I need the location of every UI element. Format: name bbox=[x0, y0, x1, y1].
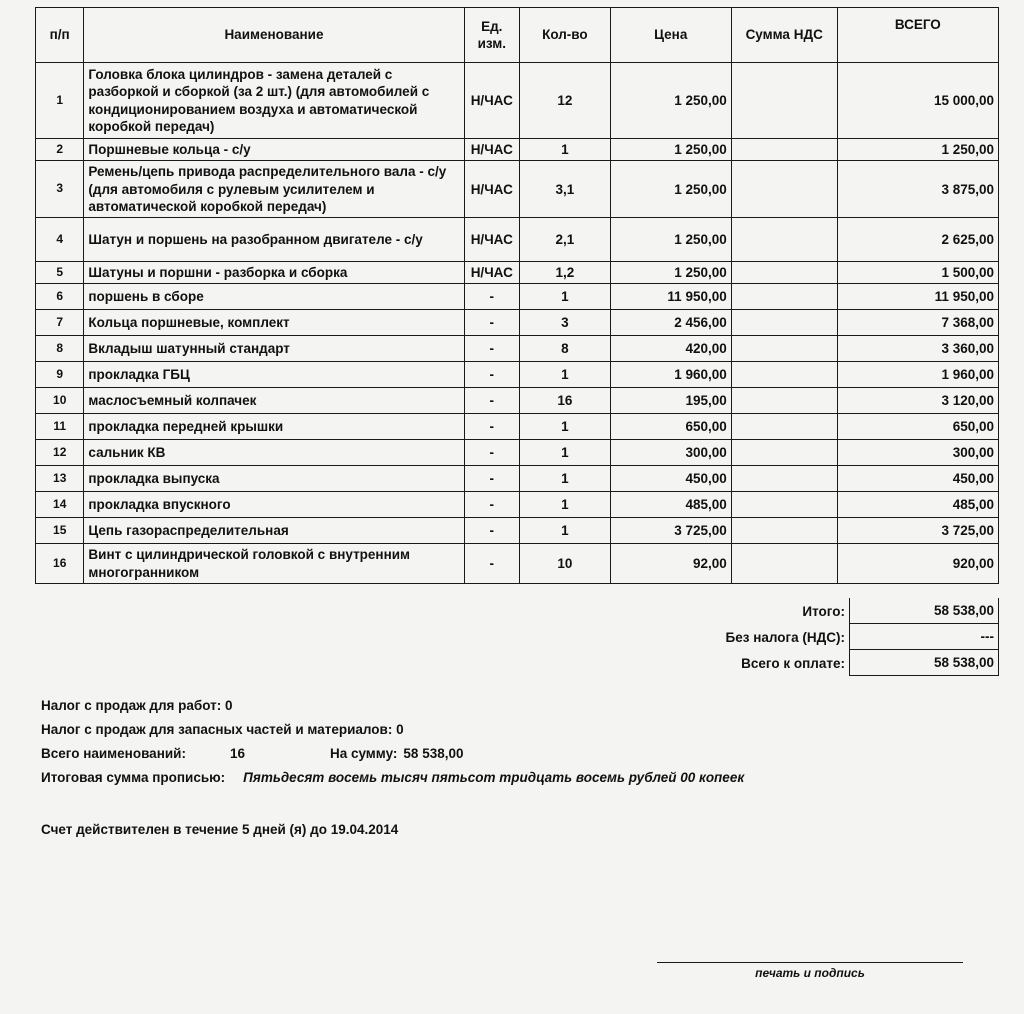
header-unit: Ед. изм. bbox=[464, 8, 519, 63]
row-num: 16 bbox=[36, 544, 84, 584]
row-unit: - bbox=[464, 310, 519, 336]
row-unit: - bbox=[464, 466, 519, 492]
row-vat bbox=[731, 466, 837, 492]
row-num: 7 bbox=[36, 310, 84, 336]
row-num: 4 bbox=[36, 218, 84, 262]
row-total: 300,00 bbox=[837, 440, 998, 466]
items-count-line bbox=[41, 742, 744, 766]
table-row bbox=[36, 362, 999, 388]
row-name: прокладка передней крышки bbox=[84, 414, 464, 440]
row-vat bbox=[731, 518, 837, 544]
row-num: 3 bbox=[36, 161, 84, 218]
row-qty: 1 bbox=[520, 414, 611, 440]
row-num: 2 bbox=[36, 139, 84, 161]
sum-in-words-line bbox=[41, 766, 744, 790]
row-name: прокладка ГБЦ bbox=[84, 362, 464, 388]
grand-total-value: 58 538,00 bbox=[849, 650, 999, 676]
subtotal-label: Итого: bbox=[802, 603, 845, 619]
row-price: 2 456,00 bbox=[610, 310, 731, 336]
header-vat: Сумма НДС bbox=[731, 8, 837, 63]
table-row bbox=[36, 440, 999, 466]
table-row bbox=[36, 262, 999, 284]
header-qty: Кол-во bbox=[520, 8, 611, 63]
tax-value: --- bbox=[849, 624, 999, 650]
row-qty: 10 bbox=[520, 544, 611, 584]
row-price: 450,00 bbox=[610, 466, 731, 492]
row-unit: Н/ЧАС bbox=[464, 161, 519, 218]
tax-label: Без налога (НДС): bbox=[725, 629, 845, 645]
row-price: 420,00 bbox=[610, 336, 731, 362]
row-total: 650,00 bbox=[837, 414, 998, 440]
row-total: 3 725,00 bbox=[837, 518, 998, 544]
table-row bbox=[36, 388, 999, 414]
table-row bbox=[36, 63, 999, 139]
row-unit: - bbox=[464, 414, 519, 440]
row-qty: 1 bbox=[520, 362, 611, 388]
table-row bbox=[36, 284, 999, 310]
signature-line bbox=[657, 962, 963, 963]
row-vat bbox=[731, 544, 837, 584]
table-row bbox=[36, 518, 999, 544]
row-num: 8 bbox=[36, 336, 84, 362]
header-price: Цена bbox=[610, 8, 731, 63]
row-vat bbox=[731, 284, 837, 310]
sum-label: На сумму: bbox=[329, 746, 398, 761]
row-vat bbox=[731, 440, 837, 466]
row-unit: - bbox=[464, 518, 519, 544]
row-vat bbox=[731, 262, 837, 284]
row-num: 9 bbox=[36, 362, 84, 388]
row-total: 11 950,00 bbox=[837, 284, 998, 310]
row-unit: - bbox=[464, 440, 519, 466]
table-row bbox=[36, 336, 999, 362]
row-name: маслосъемный колпачек bbox=[84, 388, 464, 414]
sales-tax-parts: Налог с продаж для запасных частей и материалов: 0 bbox=[41, 722, 404, 737]
row-price: 1 250,00 bbox=[610, 161, 731, 218]
row-name: Шатун и поршень на разобранном двигателе - с/у bbox=[84, 218, 464, 262]
row-name: прокладка выпуска bbox=[84, 466, 464, 492]
invoice-table bbox=[35, 7, 999, 584]
row-total: 450,00 bbox=[837, 466, 998, 492]
row-price: 1 250,00 bbox=[610, 139, 731, 161]
row-num: 14 bbox=[36, 492, 84, 518]
validity-note: Счет действителен в течение 5 дней (я) до 19.04.2014 bbox=[41, 822, 399, 837]
row-vat bbox=[731, 161, 837, 218]
sum-in-words-value: Пятьдесят восемь тысяч пятьсот тридцать восемь рублей 00 копеек bbox=[243, 770, 745, 785]
row-qty: 1 bbox=[520, 492, 611, 518]
row-name: Поршневые кольца - с/у bbox=[84, 139, 464, 161]
sum-in-words-label: Итоговая сумма прописью: bbox=[41, 770, 226, 785]
totals-block bbox=[35, 598, 999, 676]
row-vat bbox=[731, 492, 837, 518]
row-name: Головка блока цилиндров - замена деталей с разборкой и сборкой (за 2 шт.) (для автомобилей с кондиционированием воздуха и автоматической коробкой передач) bbox=[84, 63, 464, 139]
row-qty: 16 bbox=[520, 388, 611, 414]
row-total: 485,00 bbox=[837, 492, 998, 518]
row-total: 2 625,00 bbox=[837, 218, 998, 262]
row-total: 1 500,00 bbox=[837, 262, 998, 284]
row-price: 1 250,00 bbox=[610, 218, 731, 262]
row-price: 195,00 bbox=[610, 388, 731, 414]
row-unit: - bbox=[464, 388, 519, 414]
row-name: поршень в сборе bbox=[84, 284, 464, 310]
row-unit: - bbox=[464, 492, 519, 518]
row-price: 300,00 bbox=[610, 440, 731, 466]
row-name: Кольца поршневые, комплект bbox=[84, 310, 464, 336]
subtotal-value: 58 538,00 bbox=[849, 598, 999, 624]
row-vat bbox=[731, 63, 837, 139]
table-row bbox=[36, 139, 999, 161]
row-total: 3 120,00 bbox=[837, 388, 998, 414]
sales-tax-works: Налог с продаж для работ: 0 bbox=[41, 698, 233, 713]
row-qty: 1 bbox=[520, 284, 611, 310]
row-num: 15 bbox=[36, 518, 84, 544]
table-row bbox=[36, 544, 999, 584]
row-price: 1 250,00 bbox=[610, 63, 731, 139]
row-unit: - bbox=[464, 362, 519, 388]
row-qty: 3 bbox=[520, 310, 611, 336]
items-count-value: 16 bbox=[229, 746, 245, 761]
row-price: 3 725,00 bbox=[610, 518, 731, 544]
row-unit: Н/ЧАС bbox=[464, 218, 519, 262]
row-price: 650,00 bbox=[610, 414, 731, 440]
header-total: ВСЕГО bbox=[837, 8, 998, 63]
header-name: Наименование bbox=[84, 8, 464, 63]
row-qty: 1 bbox=[520, 466, 611, 492]
table-row bbox=[36, 310, 999, 336]
row-price: 92,00 bbox=[610, 544, 731, 584]
tax-row bbox=[35, 624, 999, 650]
row-name: Шатуны и поршни - разборка и сборка bbox=[84, 262, 464, 284]
row-qty: 1 bbox=[520, 518, 611, 544]
row-unit: - bbox=[464, 284, 519, 310]
items-count-label: Всего наименований: bbox=[41, 746, 186, 761]
row-qty: 3,1 bbox=[520, 161, 611, 218]
table-row bbox=[36, 492, 999, 518]
row-num: 5 bbox=[36, 262, 84, 284]
table-row bbox=[36, 466, 999, 492]
row-total: 920,00 bbox=[837, 544, 998, 584]
row-unit: Н/ЧАС bbox=[464, 139, 519, 161]
row-total: 15 000,00 bbox=[837, 63, 998, 139]
row-price: 1 960,00 bbox=[610, 362, 731, 388]
row-qty: 1 bbox=[520, 139, 611, 161]
row-unit: - bbox=[464, 336, 519, 362]
sum-value: 58 538,00 bbox=[403, 746, 464, 761]
table-row bbox=[36, 161, 999, 218]
table-header-row bbox=[36, 8, 999, 63]
row-qty: 1 bbox=[520, 440, 611, 466]
row-num: 13 bbox=[36, 466, 84, 492]
grand-total-label: Всего к оплате: bbox=[741, 655, 845, 671]
row-qty: 1,2 bbox=[520, 262, 611, 284]
row-num: 1 bbox=[36, 63, 84, 139]
row-vat bbox=[731, 388, 837, 414]
row-total: 7 368,00 bbox=[837, 310, 998, 336]
table-row bbox=[36, 218, 999, 262]
row-total: 3 875,00 bbox=[837, 161, 998, 218]
row-price: 11 950,00 bbox=[610, 284, 731, 310]
row-unit: Н/ЧАС bbox=[464, 262, 519, 284]
row-total: 1 960,00 bbox=[837, 362, 998, 388]
row-vat bbox=[731, 336, 837, 362]
signature-caption: печать и подпись bbox=[755, 966, 865, 980]
row-name: Винт с цилиндрической головкой с внутренним многогранником bbox=[84, 544, 464, 584]
summary-block bbox=[41, 694, 744, 790]
row-vat bbox=[731, 362, 837, 388]
header-num: п/п bbox=[36, 8, 84, 63]
row-name: Ремень/цепь привода распределительного вала - с/у (для автомобиля с рулевым усилителем и автоматической коробкой передач) bbox=[84, 161, 464, 218]
row-vat bbox=[731, 414, 837, 440]
row-unit: Н/ЧАС bbox=[464, 63, 519, 139]
row-num: 12 bbox=[36, 440, 84, 466]
row-num: 6 bbox=[36, 284, 84, 310]
row-vat bbox=[731, 218, 837, 262]
table-row bbox=[36, 414, 999, 440]
row-total: 1 250,00 bbox=[837, 139, 998, 161]
row-name: прокладка впускного bbox=[84, 492, 464, 518]
row-price: 485,00 bbox=[610, 492, 731, 518]
row-vat bbox=[731, 310, 837, 336]
row-qty: 8 bbox=[520, 336, 611, 362]
row-unit: - bbox=[464, 544, 519, 584]
row-name: Вкладыш шатунный стандарт bbox=[84, 336, 464, 362]
row-total: 3 360,00 bbox=[837, 336, 998, 362]
row-price: 1 250,00 bbox=[610, 262, 731, 284]
subtotal-row bbox=[35, 598, 999, 624]
row-name: сальник КВ bbox=[84, 440, 464, 466]
grand-total-row bbox=[35, 650, 999, 676]
row-num: 11 bbox=[36, 414, 84, 440]
row-qty: 12 bbox=[520, 63, 611, 139]
row-num: 10 bbox=[36, 388, 84, 414]
row-qty: 2,1 bbox=[520, 218, 611, 262]
row-vat bbox=[731, 139, 837, 161]
row-name: Цепь газораспределительная bbox=[84, 518, 464, 544]
